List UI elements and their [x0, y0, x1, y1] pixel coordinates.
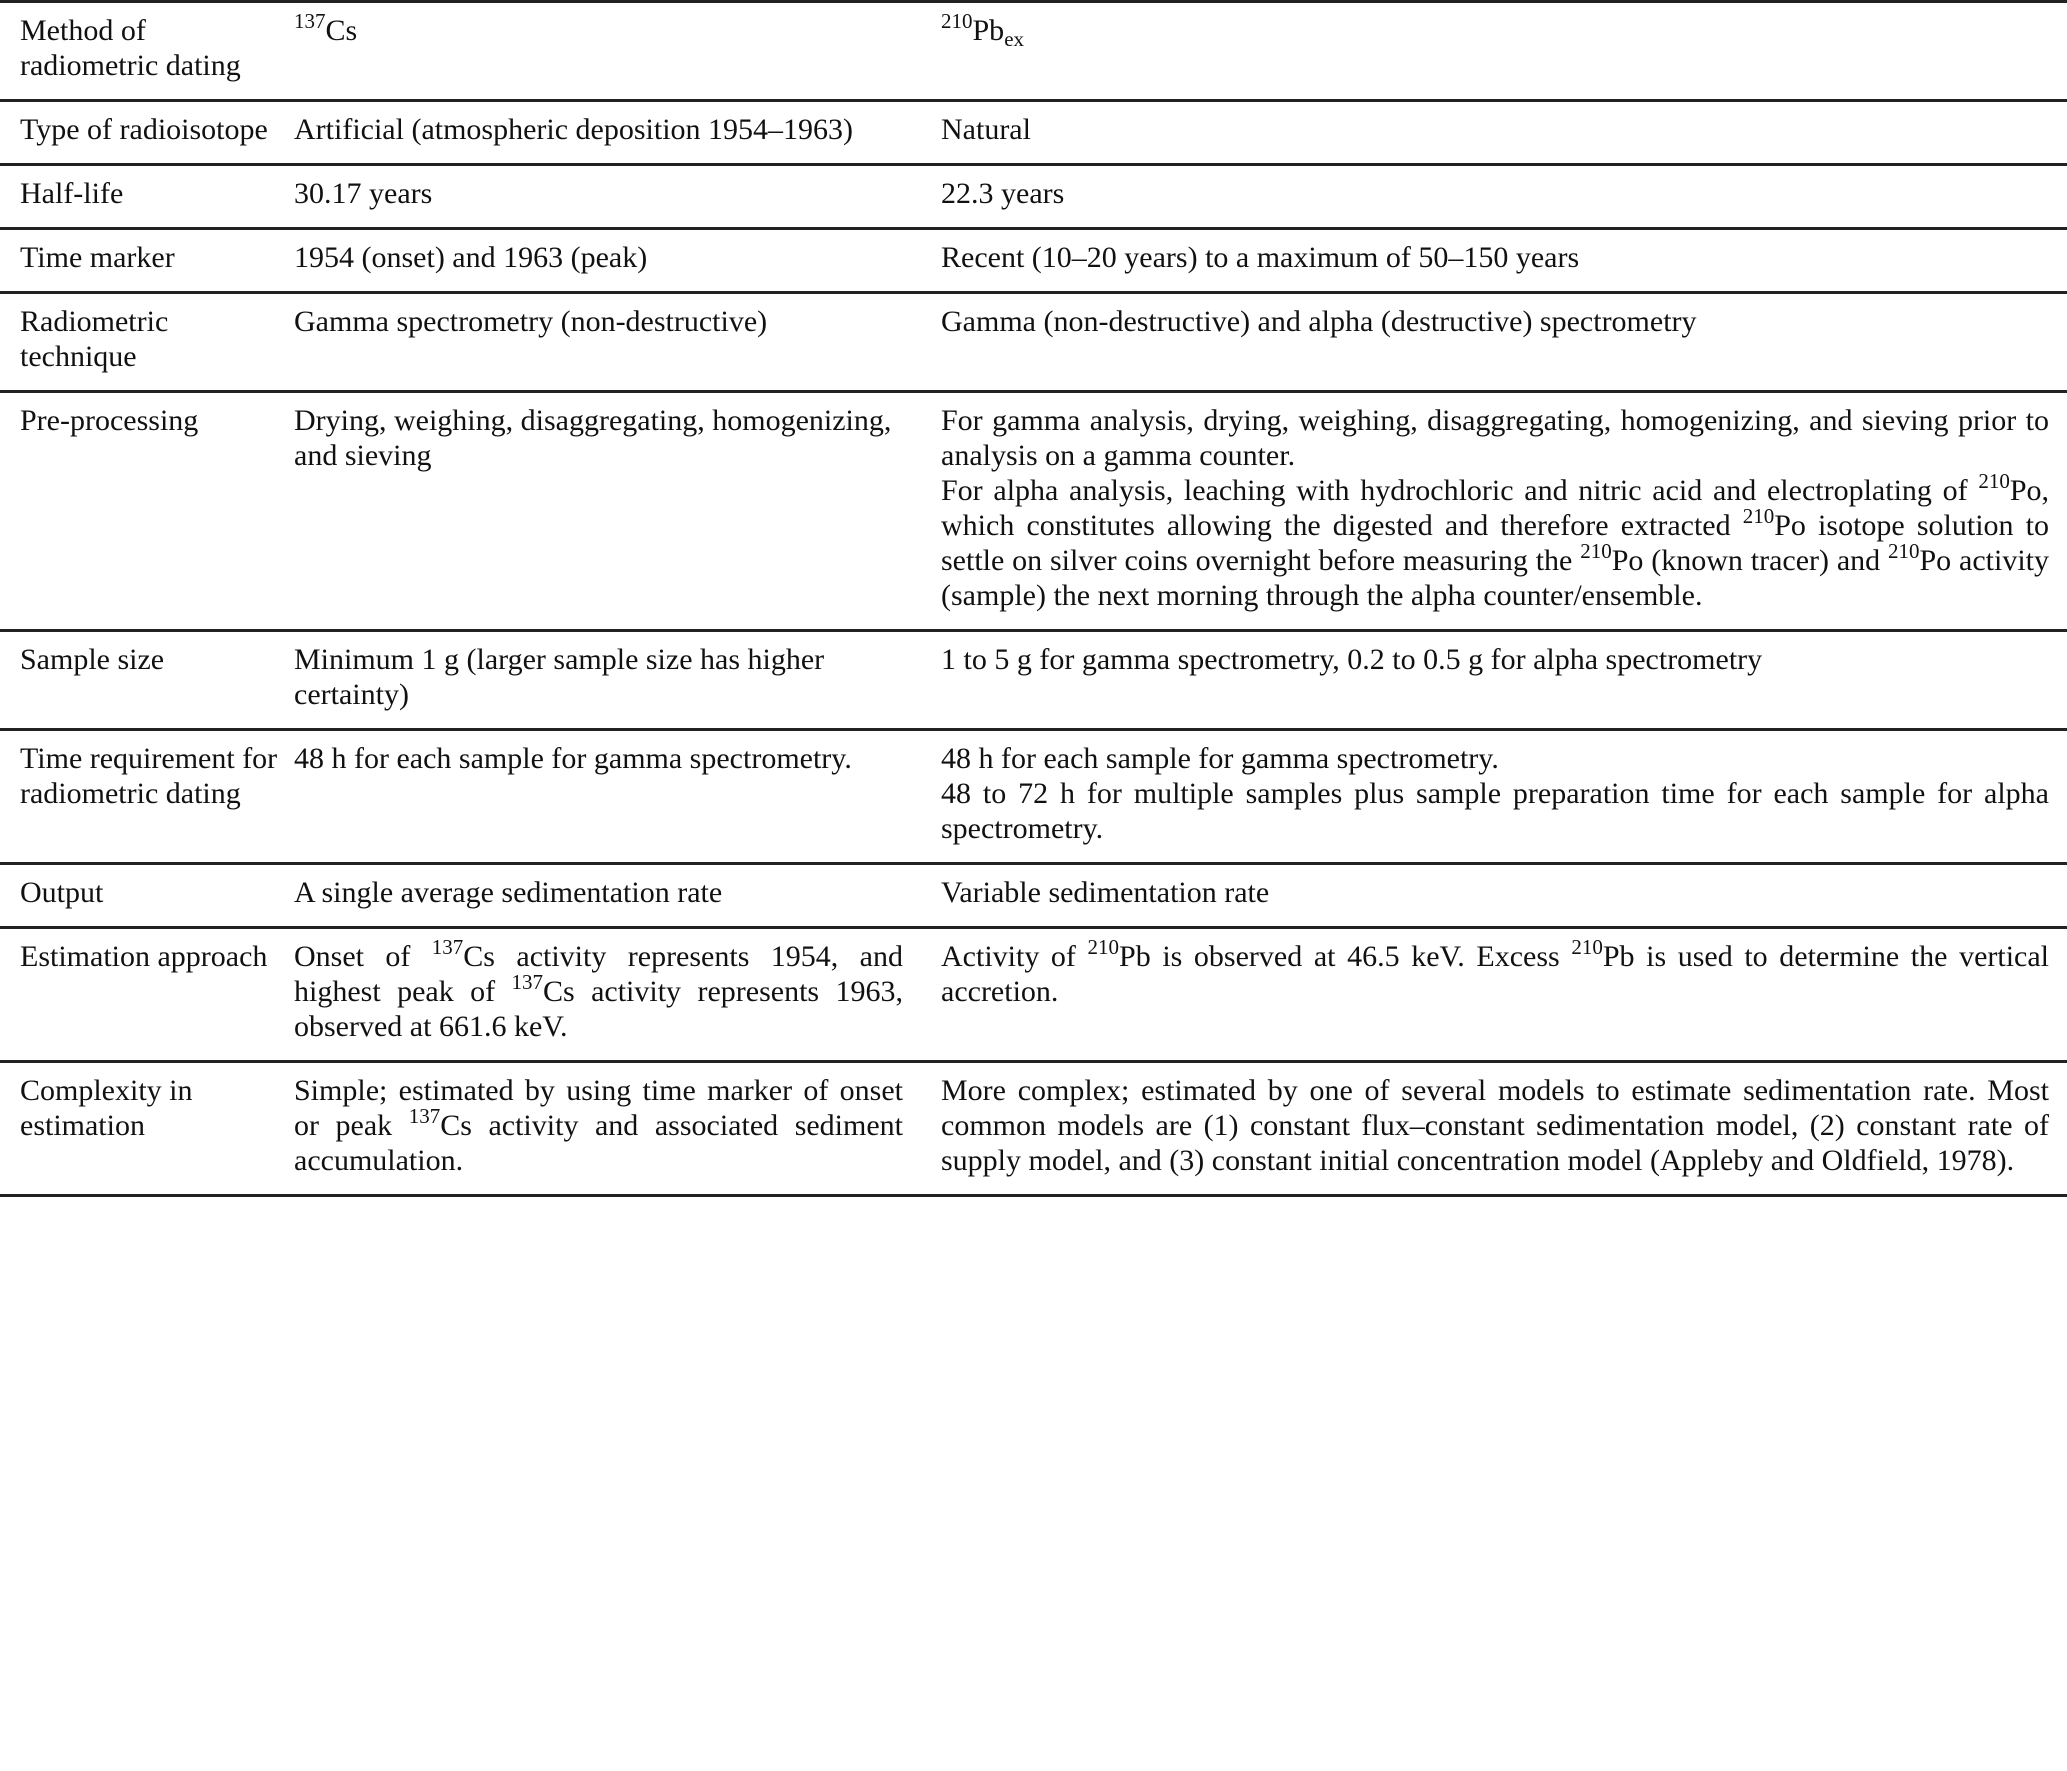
row-label: Sample size: [20, 643, 165, 676]
table-row: [0, 165, 2067, 229]
cell-cs: A single average sedimentation rate: [294, 876, 723, 909]
row-label: Complexity in estimation: [20, 1074, 193, 1142]
cell-pb: More complex; estimated by one of several models to estimate sedimentation rate. Most common models are (1) constant flux–constant sedimentation model, (2) constant rate of supply model, and (3) constant initial concentration model (Appleby and Oldfield, 1978).: [941, 1074, 2049, 1177]
cell-pb: Gamma (non-destructive) and alpha (destructive) spectrometry: [941, 305, 1697, 338]
table-row: [0, 928, 2067, 1062]
table-row: [0, 392, 2067, 631]
cell-pb: 48 h for each sample for gamma spectrometry. 48 to 72 h for multiple samples plus sample preparation time for each sample for alpha spectrometry.: [941, 742, 2049, 845]
table-row: [0, 864, 2067, 928]
header-pb210ex: $^{210}Pb_{ex}$: [941, 9, 1025, 51]
row-label: Output: [20, 876, 104, 909]
row-label: Time requirement for radiometric dating: [20, 742, 278, 810]
cell-cs: Drying, weighing, disaggregating, homogenizing, and sieving: [294, 404, 892, 472]
table-row: [0, 631, 2067, 730]
cell-pb: Variable sedimentation rate: [941, 876, 1270, 909]
alpha-paragraph: For alpha analysis, leaching with hydrochloric and nitric acid and electroplating of $^{210}$Po, which constitutes allowing the digested and therefore extracted $^{210}$Po isotope solution to settle on silver coins overnight before measuring the $^{210}$Po (known tracer) and $^{210}$Po activity (sample) the next morning through the alpha counter/ensemble.: [941, 469, 2049, 612]
table-row: [0, 730, 2067, 864]
row-label: Radiometric technique: [20, 305, 169, 373]
table-row: [0, 1062, 2067, 1196]
row-label: Estimation approach: [20, 940, 268, 973]
row-label: Type of radioisotope: [20, 113, 268, 146]
cell-cs: 1954 (onset) and 1963 (peak): [294, 241, 648, 274]
row-label: Half-life: [20, 177, 124, 210]
header-cs137: $^{137}$Cs: [294, 9, 358, 47]
table-row: [0, 101, 2067, 165]
cell-cs: 48 h for each sample for gamma spectrometry.: [294, 742, 852, 775]
cell-cs: 30.17 years: [294, 177, 433, 210]
cell-pb: Recent (10–20 years) to a maximum of 50–150 years: [941, 241, 1580, 274]
cell-pb: 22.3 years: [941, 177, 1065, 210]
cell-cs: Gamma spectrometry (non-destructive): [294, 305, 768, 338]
cell-cs: Minimum 1 g (larger sample size has higher certainty): [294, 643, 825, 711]
cell-pb: Activity of $^{210}$Pb is observed at 46.5 keV. Excess $^{210}$Pb is used to determine the vertical accretion.: [941, 935, 2050, 1008]
cell-cs: Onset of $^{137}$Cs activity represents 1954, and highest peak of $^{137}$Cs activity represents 1963, observed at 661.6 keV.: [294, 935, 903, 1043]
cell-pb: [941, 392, 2067, 631]
table-row: [0, 229, 2067, 293]
cell-cs: Artificial (atmospheric deposition 1954–1963): [294, 113, 854, 146]
cell-pb: 1 to 5 g for gamma spectrometry, 0.2 to 0.5 g for alpha spectrometry: [941, 643, 1763, 676]
cell-pb: Natural: [941, 113, 1031, 146]
row-label: Pre-processing: [20, 404, 199, 437]
header-label: Method of radiometric dating: [20, 14, 241, 82]
table-row: [0, 293, 2067, 392]
gamma-paragraph: For gamma analysis, drying, weighing, disaggregating, homogenizing, and sieving prior to analysis on a gamma counter.: [941, 404, 2049, 472]
row-label: Time marker: [20, 241, 175, 274]
cell-cs: Simple; estimated by using time marker of onset or peak $^{137}$Cs activity and associated sediment accumulation.: [294, 1074, 904, 1177]
table-header-row: [0, 2, 2067, 101]
